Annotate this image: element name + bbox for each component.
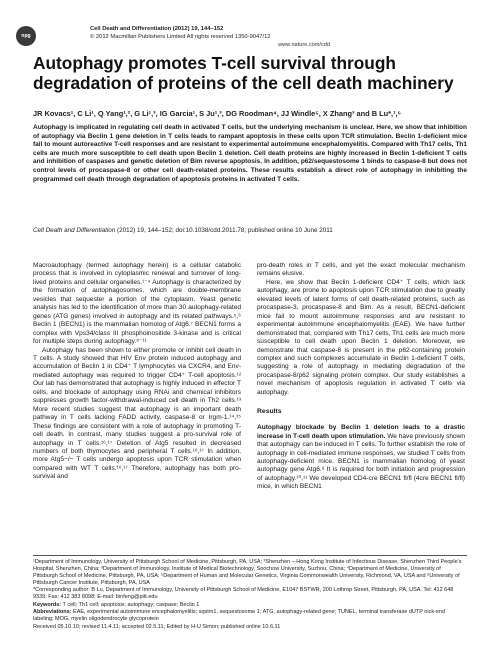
body-paragraph: Here, we show that Beclin 1-deficient CD4⁺ T cells, which lack autophagy, are prone to apoptosis upon TCR stimulation due to greatly elevated levels of latent forms of cell death-related proteins, such as procaspase-3, procaspase-8 and Bim. As a result, BECN1-deficient mice fail to mount autoimmune responses and are resistant to experimental autoimmune encephalomyelitis (EAE). We have further demonstrated that, compared with Th17 cells, Th1 cells are much more susceptible to cell death upon Beclin 1 deletion. Moreover, we demonstrate that caspase-8 is present in the p62-containing protein complex and such complexes accumulate in Beclin 1-deficient T cells, suggesting a role of autophagy in mediating degradation of the procaspase-8/p62 signaling protein complex. Our study establishes a novel mechanism of apoptosis regulation in activated T cells via autophagy. xyxy=(257,278,465,396)
abbreviations: EAE, experimental autoimmune encephalomyelitis; sqstm1, sequestosome 1; ATG, autophagy-related gene; TUNEL, terminal transferase dUTP nick-end labeling; MOG, myelin oligodendrocyte glycoprotein xyxy=(33,609,446,623)
body-right-column xyxy=(257,262,465,492)
citation-journal: Cell Death and Differentiation xyxy=(33,227,116,234)
copyright-line: © 2012 Macmillan Publishers Limited All rights reserved 1350-9047/12 xyxy=(90,33,271,40)
article-title: Autophagy promotes T-cell survival through degradation of proteins of the cell death machinery xyxy=(33,53,454,93)
keywords: T cell; Th1 cell; apoptosis; autophagy; caspase; Beclin 1 xyxy=(61,601,200,608)
affiliations: ¹Department of Immunology, University of Pittsburgh School of Medicine, Pittsburgh, PA, USA; ²Shenzhen – Hong Kong Institute of Infectious Disease, Shenzhen Third People's Hospital, Shenzhen, China; ³Department of Immunology, Institute of Medical Biotechnology, Soochow University, Suzhou, China; ⁴Department of Medicine, University of Pittsburgh School of Medicine, Pittsburgh, PA, USA; ⁵Department of Human and Molecular Genetics, Virginia Commonwealth University, Richmond, VA, USA and ⁶University of Pittsburgh Cancer Institute, Pittsburgh, PA, USA xyxy=(33,559,462,586)
journal-header xyxy=(90,26,330,50)
body-left-column xyxy=(33,262,241,482)
citation xyxy=(33,227,467,235)
publisher-logo: npg xyxy=(16,26,36,46)
abstract: Autophagy is implicated in regulating cell death in activated T cells, but the underlying mechanism is unclear. Here, we show that inhibition of autophagy via Beclin 1 gene deletion in T cells leads to rampant apoptosis in these cells upon TCR stimulation. Beclin 1-deficient mice fail to mount autoreactive T-cell responses and are resistant to experimental autoimmune encephalomyelitis. Compared with Th17 cells, Th1 cells are much more susceptible to cell death upon Beclin 1 deletion. Cell death proteins are highly increased in Beclin 1-deficient T cells and inhibition of caspases and genetic deletion of Bim reverse apoptosis. In addition, p62/sequestosome 1 binds to caspase-8 but does not control levels of procaspase-8 or other cell death-related proteins. These results establish a direct role of autophagy in inhibiting the programmed cell death through degradation of apoptosis proteins in activated T cells. xyxy=(33,124,467,183)
footnote-divider xyxy=(33,555,467,556)
body-paragraph: Autophagy has been shown to either promote or inhibit cell death in T cells. A study showed that HIV Env protein induced autophagy and accumulation of Beclin 1 in CD4⁺ T lymphocytes via CXCR4, and Env-mediated autophagy was required to trigger CD4⁺ T-cell apoptosis.¹² Our lab has demonstrated that autophagy is highly induced in effector T cells, and blockade of autophagy using RNAi and chemical inhibitors suppresses growth factor-withdrawal-induced cell death in Th2 cells.¹³ More recent studies suggest that autophagy is an important death pathway in T cells lacking FADD activity, caspase-8 or Irgm-1.¹⁴,¹⁵ These findings are consistent with a role of autophagy in promoting T-cell death. In contrast, many studies suggest a pro-survival role of autophagy in T cells.¹⁶,¹⁷ Deletion of Atg5 resulted in decreased numbers of both thymocytes and peripheral T cells.¹⁶,¹⁷ In addition, more Atg5−/− T cells undergo apoptosis upon TCR stimulation when compared with WT T cells.¹⁶,¹⁷ Therefore, autophagy has both pro-survival and xyxy=(33,346,241,481)
results-paragraph xyxy=(257,424,465,492)
correspondence: *Corresponding author: B Lu, Department of Immunology, University of Pittsburgh School of Medicine, E1047 BSTWR, 200 Lothrop Street, Pittsburgh, PA, USA. Tel: 412 648 9339; Fax: 412 383 8098; E-mail: binfeng@pitt.edu xyxy=(33,587,454,601)
author-list: JR Kovacs¹, C Li¹, Q Yang¹,², G Li¹,³, IG Garcia¹, S Ju¹,³, DG Roodman⁴, JJ Windle⁵, X Zhang³ and B Lu*,¹,⁶ xyxy=(33,109,401,118)
abbreviations-label: Abbreviations: xyxy=(33,609,72,616)
received-dates: Received 05.10.10; revised 11.4.11; accepted 02.5.11; Edited by H-U Simon; published online 10.6.11 xyxy=(33,623,281,630)
keywords-label: Keywords: xyxy=(33,601,62,608)
journal-url[interactable]: www.nature.com/cdd xyxy=(278,42,330,48)
keywords-line xyxy=(33,602,467,609)
abbreviations-line xyxy=(33,609,467,623)
body-paragraph: Macroautophagy (termed autophagy herein) is a cellular catabolic process that is involved in cytoplasmic renewal and turnover of long-lived proteins and cellular organelles.¹⁻⁴ Autophagy is characterized by the formation of autophagosomes, which are double-membrane vesicles that sequester a portion of the cytoplasm. Yeast genetic analysis has led to the identification of more than 30 autophagy-related genes (ATG genes) involved in autophagy and its related pathways.⁵,⁶ Beclin 1 (BECN1) is the mammalian homolog of Atg6.⁷ BECN1 forms a complex with Vps34/class III phosphoinositide 3-kinase and is critical for multiple steps during autophagy.⁸⁻¹¹ xyxy=(33,262,241,346)
body-paragraph: pro-death roles in T cells, and yet the exact molecular mechanism remains elusive. xyxy=(257,262,465,278)
results-heading: Results xyxy=(257,407,282,415)
results-text: We have previously shown that autophagy can be induced in T cells. To further establish the role of autophagy in cell-mediated immune responses, we studied T cells from autophagy-deficient mice. BECN1 is mammalian homolog of yeast autophagy gene Atg6.⁸ It is required for both initiation and progression of autophagy.¹⁰,¹¹ We developed CD4-cre BECN1 fl/fl (4cre BECN1 fl/fl) mice, in which BECN1 xyxy=(257,432,465,491)
citation-details: (2012) 19, 144–152; doi:10.1038/cdd.2011.78; published online 10 June 2011 xyxy=(115,227,333,234)
results-lead: Autophagy blockade by Beclin 1 deletion leads to a drastic increase in T-cell death upon stimulation. xyxy=(257,424,465,440)
footnotes xyxy=(33,559,467,631)
journal-line: Cell Death and Differentiation (2012) 19, 144–152 xyxy=(90,26,224,32)
